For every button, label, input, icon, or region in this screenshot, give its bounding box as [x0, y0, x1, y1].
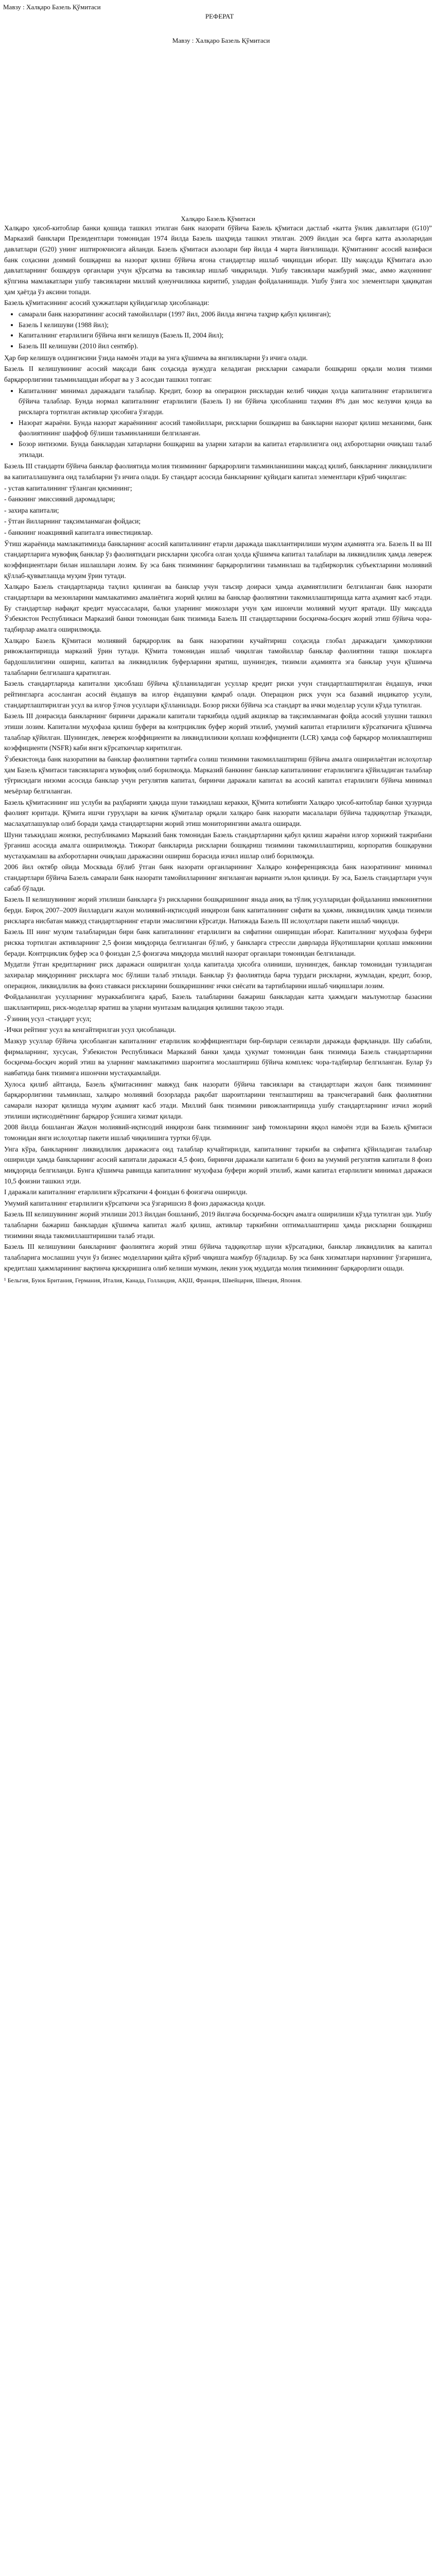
- document-body: [0, 223, 436, 1274]
- paragraph: - ўтган йилларнинг тақсимланмаган фойдаси;: [4, 517, 141, 526]
- bullet-list-item: • Базель I келишуви (1988 йил);: [19, 320, 432, 331]
- paragraph: Базель III нинг муҳим талабларидан бири банк капиталининг етарлилиги ва сифатини оширишдан иборат. Капиталнинг муҳофаза буфери рискка тортилган активларнинг 2,5 фоизи миқдорида белгиланган бўлиб, у банкларга стрессли даврларда йўқотишларни қоплаш имконини беради. Контрциклик буфер эса 0 фоиздан 2,5 фоизгача миқдорда миллий назорат органлари томонидан белгиланади.: [4, 928, 432, 957]
- document-topic: Мавзу : Халқаро Базель Қўмитаси: [172, 36, 270, 44]
- paragraph: Базель II келишувининг асосий мақсади банк соҳасида вужудга келадиган рискларни самарали бошқариш орқали молия тизими барқарорлигини таъминлашдан иборат ва у 3 асосдан ташкил топган:: [4, 365, 432, 383]
- paragraph: Халқаро Базель стандартларида таҳлил қилинган ва банклар учун таъсир доираси ҳамда аҳамиятлилиги белгиланган банк назорати стандартлари ва мезонларини мамлакатимиз амалиётига жорий қилиш ва банклар фаолиятини такомиллаштиришда катта аҳамият касб этади. Бу стандартлар нафақат кредит муассасалари, балки уларнинг мижозлари учун ҳам ишончли молиявий муҳит яратади. Шу мақсадда Ўзбекистон Республикаси Марказий банки томонидан банк тизимида Базель III стандартларини босқичма-босқич жорий этиш бўйича чора-тадбирлар амалга оширилмоқда.: [4, 583, 432, 634]
- paragraph: Халқаро Базель Қўмитаси молиявий барқарорлик ва банк назоратини кучайтириш соҳасида глобал даражадаги ҳамкорликни ривожлантиришда марказий ўрин тутади. Қўмита томонидан ишлаб чиқилган тамойиллар банклар фаолиятини ташқи шокларга бардошлилигини ошириш, капитал ва ликвидлилик буферларини яратиш, шунингдек, тизимли аҳамиятга эга банклар учун қўшимча талабларни белгилашга қаратилган.: [4, 636, 432, 676]
- paragraph: Базель қўмитасининг асосий ҳужжатлари қуйидагилар ҳисобланади:: [4, 299, 210, 307]
- paragraph: Базель III келишувини банкларнинг фаолиятига жорий этиш бўйича тадқиқотлар шуни кўрсатадики, банклар ликвидлилик ва капитал талабларига мослашиш учун ўз бизнес моделларини қайта кўриб чиқишга мажбур бўладилар. Бу эса банк хизматлари нархининг ўзгаришига, кредитлаш ҳажмларининг вақтинча қисқаришига олиб келиши мумкин, лекин узоқ муддатда молия тизимининг барқарорлиги ошади.: [4, 1243, 432, 1272]
- bullet-list-item: • самарали банк назоратининг асосий тамойиллари (1997 йил, 2006 йилда янгича таҳрир қабул қилинган);: [19, 309, 432, 320]
- document-subtitle: РЕФЕРАТ: [205, 12, 234, 21]
- bullet-list: [4, 309, 432, 352]
- paragraph: - банкнинг ноакциявий капиталга инвестициялар.: [4, 529, 153, 537]
- bullet-list: [4, 386, 432, 461]
- document-page: [0, 0, 436, 1284]
- bullet-list-item: • Базель III келишуви (2010 йил сентябр).: [19, 341, 432, 352]
- paragraph: Ҳар бир келишув олдингисини ўзида намоён этади ва унга қўшимча ва янгиликларни ўз ичига олади.: [4, 353, 308, 362]
- paragraph: Базель стандартларида капитални ҳисоблаш бўйича қўлланиладиган усуллар кредит риски учун стандартлаштирилган ёндашув, ички рейтингларга асосланган асосий ёндашув ва илғор ёндашувни қамраб олади. Операцион риск учун эса базавий индикатор усули, стандартлаштирилган усул ва илғор ўлчов усуллари қўлланилади. Бозор риски бўйича эса стандарт ва ички моделлар усули кўзда тутилган.: [4, 680, 432, 709]
- paragraph: Ўзбекистонда банк назоратини ва банклар фаолиятини тартибга солиш тизимини такомиллаштириш бўйича амалга оширилаётган ислоҳотлар ҳам Базель қўмитаси тавсияларига мувофиқ олиб борилмоқда. Марказий банкнинг банклар капиталининг етарлилигига қўйиладиган талаблар тўғрисидаги низоми асосида банклар учун регулятив капитал, биринчи даражали капитал ва асосий капитал етарлилиги бўйича минимал меъёрлар белгиланган.: [4, 755, 432, 795]
- footnote: ¹ Бельгия, Буюк Британия, Германия, Италия, Канада, Голландия, АҚШ, Франция, Швейцария, Швеция, Япония.: [4, 1277, 302, 1284]
- paragraph: Базель III келишувининг жорий этилиши 2013 йилдан бошланиб, 2019 йилгача босқичма-босқич амалга оширилиши кўзда тутилган эди. Ушбу талабларни бажариш банклардан қўшимча капитал жалб қилиш, активлар таркибини оптималлаштириш ҳамда рискларни бошқариш тизимини янада такомиллаштиришни талаб этади.: [4, 1210, 432, 1240]
- paragraph: Хулоса қилиб айтганда, Базель қўмитасининг мавжуд банк назорати бўйича тавсиялари ва стандартлари жаҳон банк тизимининг барқарорлигини таъминлаш, халқаро молиявий бозорларда рақобат шароитларини тенглаштириш ва трансчегаравий банк фаолиятини самарали назорат қилишда муҳим аҳамият касб этади. Миллий банк тизимини ривожлантиришда ушбу стандартларнинг изчил жорий этилиши иқтисодиётнинг барқарор ўсишига хизмат қилади.: [4, 1080, 432, 1120]
- paragraph: Базель қўмитасининг иш услуби ва раҳбарияти ҳақида шуни таъкидлаш керакки, Қўмита котибияти Халқаро ҳисоб-китоблар банки ҳузурида фаолият юритади. Қўмита ишчи гуруҳлари ва кичик қўмиталар орқали халқаро банк назорати масалалари бўйича тадқиқотлар ўтказади, маслаҳатлашувлар олиб боради ҳамда стандартларни жорий этиш мониторингини амалга оширади.: [4, 798, 432, 827]
- bullet-list-item: • Назорат жараёни. Бунда назорат жараёнининг асосий тамойиллари, рискларни бошқариш ва банкларни назорат қилиш механизми, банк фаолиятининг шаффоф бўлиши таъминланиши белгиланган.: [19, 418, 432, 439]
- paragraph: 2008 йилда бошланган Жаҳон молиявий-иқтисодий инқирози банк тизимининг заиф томонларини яққол намоён этди ва Базель қўмитаси томонидан янги ислоҳотлар пакети ишлаб чиқилишига туртки бўлди.: [4, 1123, 432, 1142]
- paragraph: Ўтиш жараёнида мамлакатимизда банкларнинг асосий капиталининг етарли даражада шакллантирилиши муҳим аҳамиятга эга. Базель II ва III стандартларига мувофиқ банклар ўз фаолиятидаги рискларни ҳисобга олган ҳолда қўшимча капитал талаблари ва ликвидлилик ҳамда левереж коэффициентлари билан ишлашлари лозим. Бу эса банк тизимининг барқарорлигини таъминлаш ва тадбиркорлик субъектларини молиявий қўллаб-қувватлашда муҳим ўрин тутади.: [4, 539, 432, 580]
- paragraph: Базель II келишувининг жорий этилиши банкларга ўз рискларини бошқаришнинг янада аниқ ва тўлиқ усулларидан фойдаланиш имкониятини берди. Бироқ 2007–2009 йиллардаги жаҳон молиявий-иқтисодий инқирози банк капиталининг сифати ва ҳажми, ликвидлилик ҳамда тизимли рискларга нисбатан мавжуд стандартларнинг етарли эмаслигини кўрсатди. Натижада Базель III ислоҳотлари пакети ишлаб чиқилди.: [4, 895, 432, 925]
- paragraph: - захира капитали;: [4, 506, 59, 514]
- paragraph: Фойдаланилган усулларнинг мураккаблигига қараб, Базель талабларини бажариш банклардан катта ҳажмдаги маълумотлар базасини шакллантириш, риск-моделлар яратиш ва уларни мунтазам валидация қилишни тақозо этади.: [4, 993, 432, 1011]
- bullet-list-item: • Капиталнинг етарлилиги бўйича янги келишув (Базель II, 2004 йил);: [19, 330, 432, 341]
- paragraph: Умумий капиталнинг етарлилиги кўрсаткичи эса ўзгаришсиз 8 фоиз даражасида қолди.: [4, 1199, 266, 1207]
- paragraph: Унга кўра, банкларнинг ликвидлилик даражасига оид талаблар кучайтирилди, капиталнинг таркиби ва сифатига қўйиладиган талаблар оширилди ҳамда банкларнинг асосий капитали даражаси 4,5 фоиз, биринчи даражали капитали 6 фоиз ва умумий регулятив капитали 8 фоиз миқдорида белгиланди. Бунга қўшимча равишда капиталнинг муҳофаза буфери жорий этилиб, жами капитал етарлилиги минимал даражаси 10,5 фоизни ташкил этди.: [4, 1145, 432, 1185]
- paragraph: Шуни таъкидлаш жоизки, республикамиз Марказий банк томонидан Базель стандартларини қабул қилиш жараёни илғор хорижий тажрибани ўрганиш асосида амалга оширилмоқда. Тижорат банкларида рискларни бошқариш тизимини такомиллаштириш, корпоратив бошқарувни мустаҳкамлаш ва ахборотларни очиқлаш даражасини ошириш борасида изчил ишлар олиб борилмоқда.: [4, 831, 432, 860]
- paragraph: 2006 йил октябр ойида Москвада бўлиб ўтган банк назорати органларининг Халқаро конференциясида банк назоратининг минимал стандартлари бўйича Базель самарали банк назорати тамойилларининг янгиланган варианти эълон қилинди. Бу эса, Базель стандартлари учун сабаб бўлади.: [4, 863, 432, 892]
- paragraph: Базель III стандарти бўйича банклар фаолиятида молия тизимининг барқарорлиги таъминланишини мақсад қилиб, банкларнинг ликвидлилиги ва капиталлашувига оид талабларни ўз ичига олади. Бу стандарт асосида банкларнинг қуйидаги капитал элементлари кўриб чиқилган:: [4, 462, 432, 481]
- paragraph: Мазкур усуллар бўйича ҳисобланган капиталнинг етарлилик коэффициентлари бир-бирлари сезиларли даражада фарқланади. Шу сабабли, фирмаларнинг, хусусан, Ўзбекистон Республикаси Марказий банки ҳамда ҳукумат томонидан банк тизимида Базель стандартларини босқичма-босқич жорий этиш ва уларнинг мамлакатимиз шароитига мослаштириш бўйича комплекс чора-тадбирлар белгиланган. Булар ўз навбатида банк тизимига ишончни мустаҳкамлайди.: [4, 1037, 432, 1077]
- paragraph: - устав капиталининг тўланган қисмининг;: [4, 484, 132, 492]
- paragraph: I даражали капиталнинг етарлилиги кўрсаткичи 4 фоиздан 6 фоизгача оширилди.: [4, 1188, 248, 1196]
- paragraph: Базель III доирасида банкларнинг биринчи даражали капитали таркибида оддий акциялар ва тақсимланмаган фойда асосий улушни ташкил этиши лозим. Капитални муҳофаза қилиш буфери ва контрциклик буфер жорий этилиб, умумий капитал етарлилиги кўрсаткичига қўшимча талаблар қўйилган. Шунингдек, левереж коэффициенти ва ликвидлиликни қоплаш коэффициенти (LCR) ҳамда соф барқарор молиялаштириш коэффициенти (NSFR) каби янги кўрсаткичлар киритилган.: [4, 712, 432, 752]
- bullet-list-item: • Бозор интизоми. Бунда банклардан хатарларни бошқариш ва уларни хатарли ва капитал етарлилигига оид ахборотларни очиқлаш талаб этилади.: [19, 439, 432, 460]
- section-title: Халқаро Базель Қўмитаси: [181, 214, 255, 223]
- document-title: Мавзу : Халқаро Базель Қўмитаси: [3, 3, 101, 11]
- document-header: [0, 0, 436, 45]
- paragraph: -Ўзиниң усул -стандарт усул;: [4, 1014, 92, 1023]
- paragraph: - банкнинг эмиссиявий даромадлари;: [4, 495, 115, 503]
- paragraph: Мудатли ўтган кредитларнинг риск даражаси оширилган ҳолда капиталда ҳисобга олиниши, шунингдек, банклар томонидан тузиладиган захиралар миқдорининг рискларга мос бўлиши талаб этилади. Банклар ўз фаолиятида барча турдаги рискларни, жумладан, кредит, бозор, операцион, ликвидлилик ва фоиз ставкаси рискларини бошқаришнинг ички сиёсати ва тартибларини ишлаб чиқишлари лозим.: [4, 960, 432, 990]
- paragraph: -Ички рейтинг усул ва кенгайтирилган усул ҳисобланади.: [4, 1026, 176, 1034]
- bullet-list-item: • Капиталнинг минимал даражадаги талаблар. Кредит, бозор ва операцион рисклардан келиб чиққан ҳолда капиталнинг етарлилигига бўйича талаблар. Бунда нормал капиталнинг етарлилиги (Базель I) ни бўйича ҳисобланиш таҳмин 8% дан мос келувчи қоида ва рискларга тортилган активлар ҳисобига ўзгарди.: [19, 386, 432, 418]
- paragraph: Халқаро ҳисоб-китоблар банки қошида ташкил этилган банк назорати бўйича Базель қўмитаси дастлаб «катта ўнлик давлатлари (G10)” Марказий банклари Президентлари томонидан 1974 йилда Базель шаҳрида ташкил этилган. 2009 йилдан эса бирга катта аъзоларидан давлатлари (G20) унинг иштирокчисига айланди. Базель қўмитаси аъзолари бир йилда 4 марта йиғилишади. Қўмитанинг асосий вазифаси банк соҳасини доимий бошқариш ва назорат қилиш бўйича ягона стандартлар ишлаб чиқишдан иборат. Шу мақсадда Қўмитага аъзо давлатларнинг бошқарув органлари учун қўрсатма ва тавсиялар ишлаб чиқарилади. Ушбу тавсиялари мажбурий эмас, аммо жаҳоннинг кўпгина мамлакатлари ушбу тавсияларни миллий қонунчиликка киритиб, улардан фойдаланишади. Ушбу ўзига хос элементлари ҳақиқатан ҳам ҳаётда ўз аксини топади.: [4, 224, 432, 296]
